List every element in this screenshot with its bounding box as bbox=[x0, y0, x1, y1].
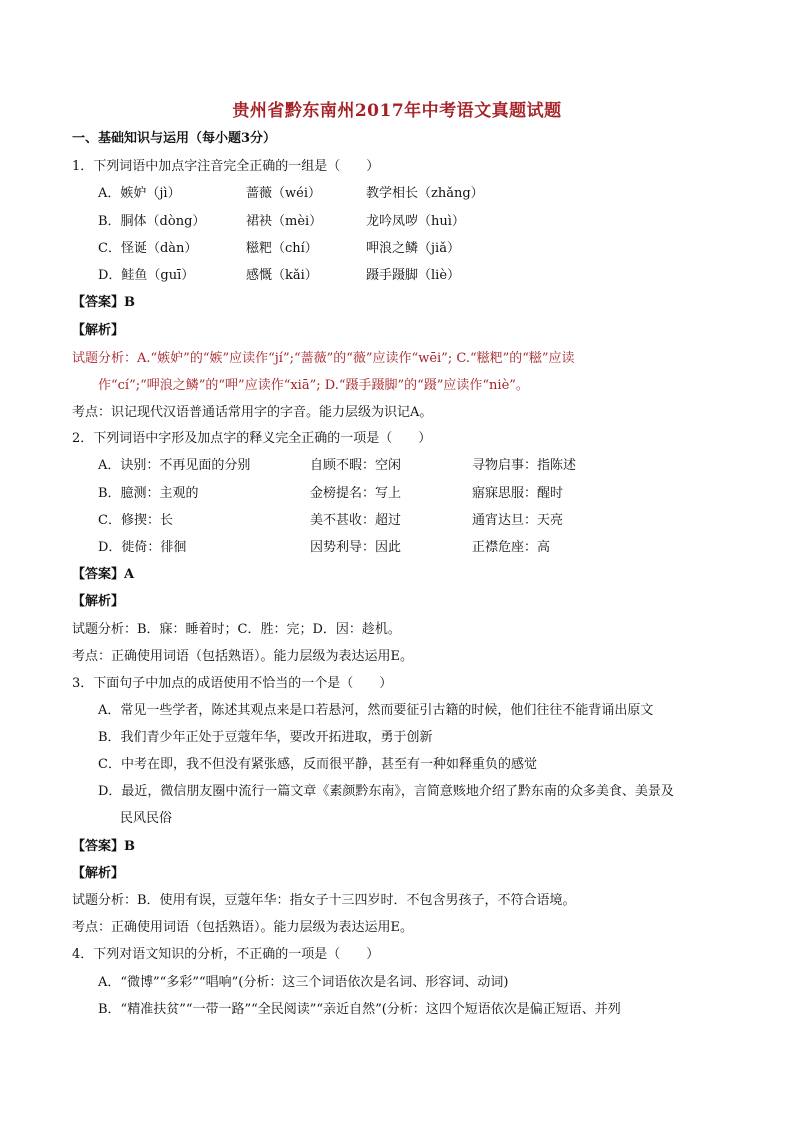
question-4-stem: 4．下列对语文知识的分析，不正确的一项是（ ） bbox=[72, 947, 380, 962]
q2-option-c-1: C．修揳：长 bbox=[98, 513, 173, 528]
question-3-stem: 3．下面句子中加点的成语使用不恰当的一个是（ ） bbox=[72, 676, 393, 691]
page-title: 贵州省黔东南州2017年中考语文真题试题 bbox=[232, 101, 562, 121]
q4-option-a: A．“微博”“多彩”“唱响”(分析：这三个词语依次是名词、形容词、动词) bbox=[98, 975, 509, 990]
q2-option-b-3: 寤寐思服：醒时 bbox=[472, 486, 564, 501]
q1-point: 考点：识记现代汉语普通话常用字的字音。能力层级为识记A。 bbox=[72, 405, 433, 420]
question-1-stem: 1．下列词语中加点字注音完全正确的一组是（ ） bbox=[72, 159, 380, 174]
q2-option-a-2: 自顾不暇：空闲 bbox=[310, 458, 402, 473]
q1-option-c-2: 糍粑（chí） bbox=[246, 241, 318, 256]
q3-option-d: D．最近，微信朋友圈中流行一篇文章《素颜黔东南》，言简意赅地介绍了黔东南的众多美食、美景及 bbox=[98, 784, 674, 799]
q2-option-a-1: A．诀别：不再见面的分别 bbox=[98, 458, 251, 473]
q1-option-b-1: B．胴体（dòng） bbox=[98, 214, 206, 229]
q2-option-c-2: 美不甚收：超过 bbox=[310, 513, 402, 528]
q1-option-a-3: 教学相长（zhǎng） bbox=[366, 186, 484, 201]
q1-analysis-line-1: 试题分析：A.“嫉妒”的“嫉”应读作“jí”;“蔷薇”的“薇”应读作“wēi”; C.“糍粑”的“糍”应读 bbox=[72, 351, 575, 366]
q2-answer: 【答案】A bbox=[72, 567, 135, 582]
q2-point: 考点：正确使用词语（包括熟语）。能力层级为表达运用E。 bbox=[72, 649, 413, 664]
q3-point: 考点：正确使用词语（包括熟语）。能力层级为表达运用E。 bbox=[72, 920, 413, 935]
q3-option-c: C．中考在即，我不但没有紧张感，反而很平静，甚至有一种如释重负的感觉 bbox=[98, 757, 537, 772]
q3-answer: 【答案】B bbox=[72, 839, 135, 854]
q1-option-b-3: 龙吟凤哕（huì） bbox=[366, 214, 465, 229]
q3-option-a: A．常见一些学者，陈述其观点来是口若悬河，然而要征引古籍的时候，他们往往不能背诵出原文 bbox=[98, 703, 654, 718]
q3-option-b: B．我们青少年正处于豆蔻年华，要改开拓进取，勇于创新 bbox=[98, 730, 433, 745]
q2-analysis-label: 【解析】 bbox=[72, 594, 125, 609]
q2-option-b-1: B．臆测：主观的 bbox=[98, 486, 199, 501]
q1-option-c-3: 呷浪之鳞（jiǎ） bbox=[366, 241, 460, 256]
q1-option-d-2: 感慨（kǎi） bbox=[246, 268, 318, 283]
q1-analysis-line-2: 作“cí”;“呷浪之鳞”的“呷”应读作“xiā”; D.“蹑手蹑脚”的“蹑”应读作“niè”。 bbox=[98, 378, 529, 393]
q3-analysis: 试题分析：B．使用有误，豆蔻年华：指女子十三四岁时．不包含男孩子，不符合语境。 bbox=[72, 893, 576, 908]
q3-option-d-cont: 民风民俗 bbox=[120, 811, 173, 826]
q2-option-d-1: D．徙倚：徘徊 bbox=[98, 540, 187, 555]
q2-option-b-2: 金榜提名：写上 bbox=[310, 486, 402, 501]
q1-option-a-2: 蔷薇（wéi） bbox=[246, 186, 321, 201]
q2-analysis: 试题分析：B．寐：睡着时；C．胜：完；D．因：趁机。 bbox=[72, 622, 401, 637]
q2-option-d-2: 因势利导：因此 bbox=[310, 540, 402, 555]
q2-option-c-3: 通宵达旦：天亮 bbox=[472, 513, 564, 528]
q2-option-d-3: 正襟危座：高 bbox=[472, 540, 551, 555]
q1-option-b-2: 裙袂（mèi） bbox=[246, 214, 323, 229]
q1-option-d-3: 蹑手蹑脚（liè） bbox=[366, 268, 461, 283]
q2-option-a-3: 寻物启事：指陈述 bbox=[472, 458, 577, 473]
q1-analysis-label: 【解析】 bbox=[72, 323, 125, 338]
q1-option-c-1: C．怪诞（dàn） bbox=[98, 241, 198, 256]
section-heading: 一、基础知识与运用（每小题3分） bbox=[72, 131, 277, 146]
q4-option-b: B．“精准扶贫”“一带一路”“全民阅读”“亲近自然”(分析：这四个短语依次是偏正短语、并列 bbox=[98, 1002, 621, 1017]
q1-answer: 【答案】B bbox=[72, 295, 135, 310]
q1-option-a-1: A．嫉妒（jì） bbox=[98, 186, 181, 201]
question-2-stem: 2．下列词语中字形及加点字的释义完全正确的一项是（ ） bbox=[72, 431, 432, 446]
q3-analysis-label: 【解析】 bbox=[72, 866, 125, 881]
q1-option-d-1: D．鲑鱼（guī） bbox=[98, 268, 195, 283]
